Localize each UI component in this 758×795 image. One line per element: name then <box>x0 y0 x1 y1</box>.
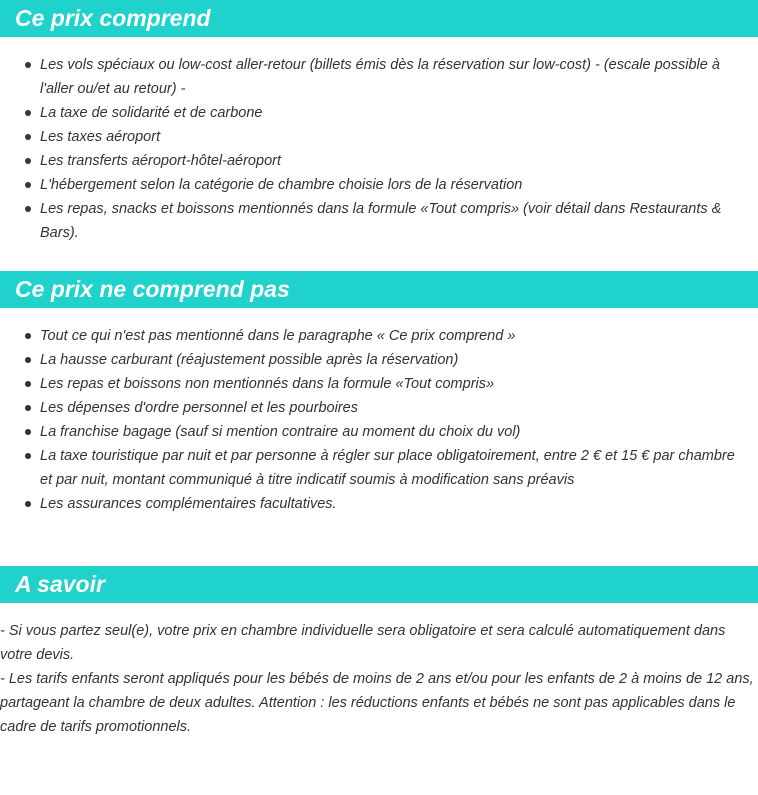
list-item: La hausse carburant (réajustement possible après la réservation) <box>0 348 750 372</box>
list-item: La franchise bagage (sauf si mention contraire au moment du choix du vol) <box>0 420 750 444</box>
list-item: Les dépenses d'ordre personnel et les pourboires <box>0 396 750 420</box>
list-item: L'hébergement selon la catégorie de chambre choisie lors de la réservation <box>0 173 750 197</box>
list-item: La taxe de solidarité et de carbone <box>0 101 750 125</box>
list-item: Les vols spéciaux ou low-cost aller-retour (billets émis dès la réservation sur low-cost) - (escale possible à l'aller ou/et au retour) - <box>0 53 750 101</box>
savoir-paragraph: - Les tarifs enfants seront appliqués pour les bébés de moins de 2 ans et/ou pour les enfants de 2 à moins de 12 ans, partageant la chambre de deux adultes. Attention : les réductions enfants et bébés ne sont pas applicables dans le cadre de tarifs promotionnels. <box>0 671 754 735</box>
savoir-paragraph: - Si vous partez seul(e), votre prix en chambre individuelle sera obligatoire et sera calculé automatiquement dans votre devis. <box>0 623 726 663</box>
excluded-section-title: Ce prix ne comprend pas <box>0 271 758 308</box>
list-item: Tout ce qui n'est pas mentionné dans le paragraphe « Ce prix comprend » <box>0 324 750 348</box>
list-item: Les repas et boissons non mentionnés dans la formule «Tout compris» <box>0 372 750 396</box>
included-list <box>0 53 750 245</box>
list-item: Les transferts aéroport-hôtel-aéroport <box>0 149 750 173</box>
savoir-section-title: A savoir <box>0 566 758 603</box>
included-section-title: Ce prix comprend <box>0 0 758 37</box>
savoir-text <box>0 619 756 739</box>
list-item: La taxe touristique par nuit et par personne à régler sur place obligatoirement, entre 2 € et 15 € par chambre et par nuit, montant communiqué à titre indicatif soumis à modification sans préavis <box>0 444 750 492</box>
list-item: Les taxes aéroport <box>0 125 750 149</box>
list-item: Les repas, snacks et boissons mentionnés dans la formule «Tout compris» (voir détail dans Restaurants & Bars). <box>0 197 750 245</box>
list-item: Les assurances complémentaires facultatives. <box>0 492 750 516</box>
excluded-list <box>0 324 750 516</box>
